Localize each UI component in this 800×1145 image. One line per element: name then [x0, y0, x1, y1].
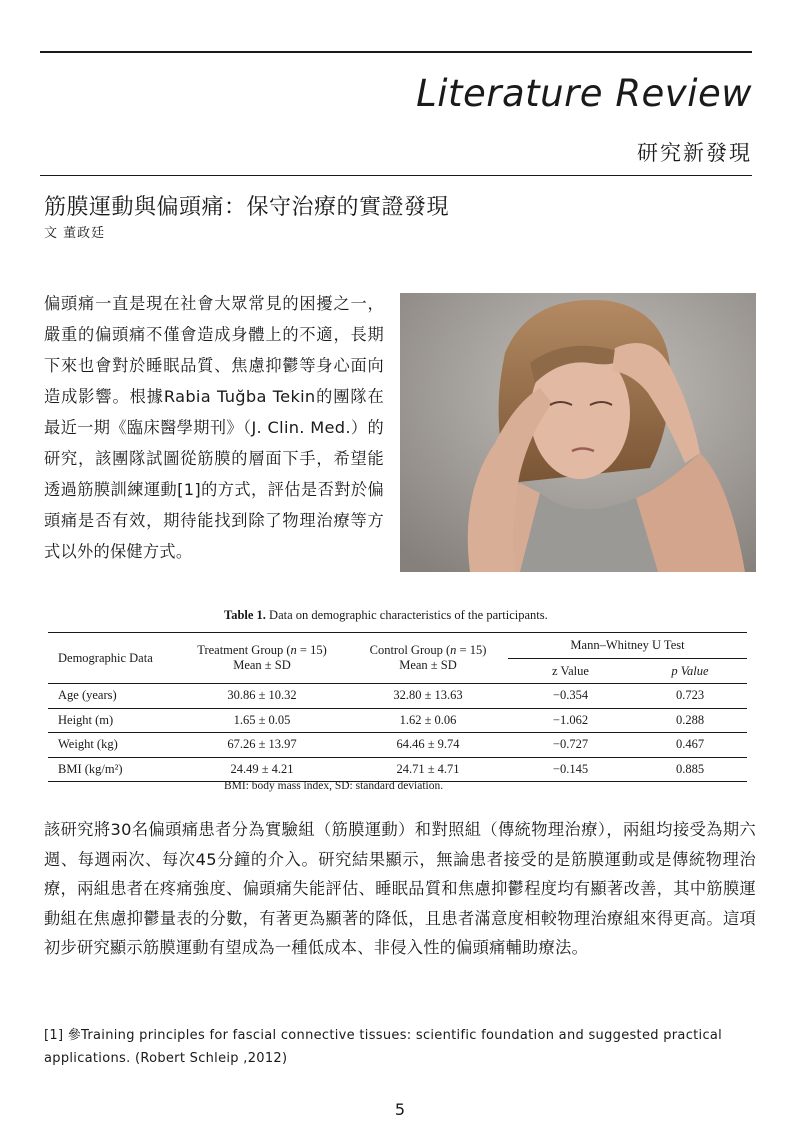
header-bottom-rule [40, 175, 752, 176]
cell-z: −0.354 [508, 684, 633, 709]
header-p-value: p Value [633, 659, 747, 684]
cell-p: 0.885 [633, 757, 747, 782]
cell-control: 64.46 ± 9.74 [348, 733, 508, 758]
cell-control: 24.71 ± 4.71 [348, 757, 508, 782]
header-mann-whitney: Mann–Whitney U Test [508, 633, 747, 659]
demographics-table [48, 632, 747, 782]
cell-treatment: 1.65 ± 0.05 [176, 708, 348, 733]
cell-z: −0.145 [508, 757, 633, 782]
cell-z: −0.727 [508, 733, 633, 758]
section-title: Literature Review [416, 72, 752, 115]
headache-woman-photo [400, 293, 756, 572]
cell-treatment: 24.49 ± 4.21 [176, 757, 348, 782]
row-label: Weight (kg) [48, 733, 176, 758]
cell-treatment: 67.26 ± 13.97 [176, 733, 348, 758]
table-row [48, 733, 747, 758]
cell-p: 0.288 [633, 708, 747, 733]
intro-paragraph: 偏頭痛一直是現在社會大眾常見的困擾之一，嚴重的偏頭痛不僅會造成身體上的不適，長期下來也會對於睡眠品質、焦慮抑鬱等身心面向造成影響。根據Rabia Tuğba Tekin的團隊在最近一期《臨床醫學期刊》（J. Clin. Med.）的研究，該團隊試圖從筋膜的層面下手，希望能透過筋膜訓練運動[1]的方式，評估是否對於偏頭痛是否有效，期待能找到除了物理治療等方式以外的保健方式。 [44, 294, 384, 561]
table-row [48, 684, 747, 709]
table-caption: Table 1. Data on demographic characteristics of the participants. [224, 608, 548, 622]
article-byline: 文 董政廷 [44, 226, 106, 241]
cell-z: −1.062 [508, 708, 633, 733]
header-z-value: z Value [508, 659, 633, 684]
row-label: BMI (kg/m²) [48, 757, 176, 782]
header-top-rule [40, 51, 752, 53]
header-control-group: Control Group (n = 15) Mean ± SD [348, 633, 508, 684]
cell-p: 0.723 [633, 684, 747, 709]
row-label: Age (years) [48, 684, 176, 709]
cell-treatment: 30.86 ± 10.32 [176, 684, 348, 709]
row-label: Height (m) [48, 708, 176, 733]
cell-control: 1.62 ± 0.06 [348, 708, 508, 733]
table-row [48, 757, 747, 782]
article-title: 筋膜運動與偏頭痛：保守治療的實證發現 [44, 195, 450, 220]
cell-control: 32.80 ± 13.63 [348, 684, 508, 709]
section-subtitle: 研究新發現 [637, 141, 752, 165]
table-row [48, 708, 747, 733]
table-note: BMI: body mass index, SD: standard deviation. [224, 780, 444, 792]
header-treatment-group: Treatment Group (n = 15) Mean ± SD [176, 633, 348, 684]
body-paragraph: 該研究將30名偏頭痛患者分為實驗組（筋膜運動）和對照組（傳統物理治療），兩組均接受為期六週、每週兩次、每次45分鐘的介入。研究結果顯示，無論患者接受的是筋膜運動或是傳統物理治療，兩組患者在疼痛強度、偏頭痛失能評估、睡眠品質和焦慮抑鬱程度均有顯著改善，其中筋膜運動組在焦慮抑鬱量表的分數，有著更為顯著的降低，且患者滿意度相較物理治療組來得更高。這項初步研究顯示筋膜運動有望成為一種低成本、非侵入性的偏頭痛輔助療法。 [44, 820, 756, 957]
header-demographic-data: Demographic Data [48, 633, 176, 684]
page-number: 5 [394, 1100, 406, 1119]
footnote: [1] 參Training principles for fascial connective tissues: scientific foundation and suggested practical applications. (Robert Schleip ,2012) [44, 1028, 723, 1066]
cell-p: 0.467 [633, 733, 747, 758]
